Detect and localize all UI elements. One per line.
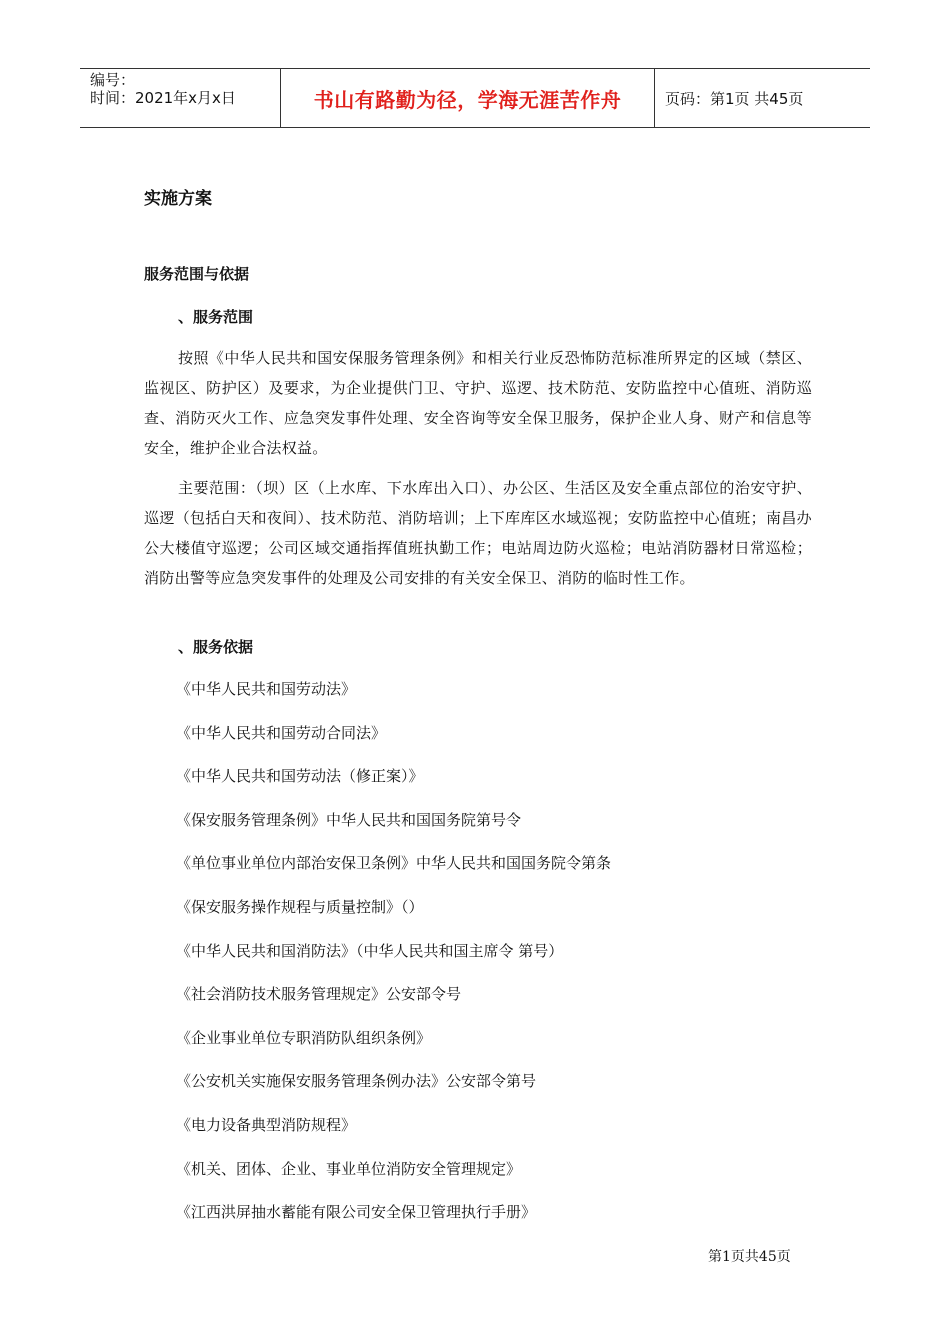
law-item: 《江西洪屏抽水蓄能有限公司安全保卫管理执行手册》	[176, 1203, 537, 1222]
law-item: 《单位事业单位内部治安保卫条例》中华人民共和国国务院令第条	[176, 854, 612, 873]
law-item: 《公安机关实施保安服务管理条例办法》公安部令第号	[176, 1072, 537, 1091]
law-list	[176, 677, 611, 1244]
basis-heading: 、服务依据	[178, 638, 254, 656]
page-header	[80, 68, 870, 128]
scope-paragraph-2: 主要范围：（坝）区（上水库、下水库出入口）、办公区、生活区及安全重点部位的治安守护、巡逻（包括白天和夜间）、技术防范、消防培训；上下库库区水域巡视；安防监控中心值班；南昌办公大楼值守巡逻；公司区域交通指挥值班执勤工作；电站周边防火巡检；电站消防器材日常巡检；消防出警等应急突发事件的处理及公司安排的有关安全保卫、消防的临时性工作。	[144, 479, 812, 587]
law-item: 《社会消防技术服务管理规定》公安部令号	[176, 985, 462, 1004]
law-item: 《保安服务管理条例》中华人民共和国国务院第号令	[176, 810, 522, 829]
time-label: 时间：2021年x月x日	[90, 89, 236, 107]
law-item: 《中华人民共和国劳动法（修正案）》	[176, 767, 424, 786]
header-page-number: 页码：第1页 共45页	[665, 90, 804, 108]
page-footer: 第1页共45页	[708, 1249, 791, 1265]
section-heading: 服务范围与依据	[144, 265, 250, 283]
law-item: 《电力设备典型消防规程》	[176, 1115, 357, 1134]
header-motto: 书山有路勤为径，学海无涯苦作舟	[281, 69, 655, 128]
number-label: 编号：	[90, 71, 136, 89]
law-item: 《中华人民共和国劳动合同法》	[176, 723, 387, 742]
law-item: 《保安服务操作规程与质量控制》（）	[176, 897, 424, 916]
law-item: 《中华人民共和国劳动法》	[176, 680, 357, 698]
scope-paragraph-1: 按照《中华人民共和国安保服务管理条例》和相关行业反恐怖防范标准所界定的区域（禁区、监视区、防护区）及要求，为企业提供门卫、守护、巡逻、技术防范、安防监控中心值班、消防巡查、消防灭火工作、应急突发事件处理、安全咨询等安全保卫服务，保护企业人身、财产和信息等安全，维护企业合法权益。	[144, 349, 812, 457]
law-item: 《企业事业单位专职消防队组织条例》	[176, 1028, 432, 1047]
header-info-cell	[80, 69, 281, 128]
law-item: 《中华人民共和国消防法》（中华人民共和国主席令 第号）	[176, 941, 564, 960]
document-title: 实施方案	[144, 189, 212, 209]
law-item: 《机关、团体、企业、事业单位消防安全管理规定》	[176, 1159, 522, 1178]
scope-heading: 、服务范围	[178, 308, 254, 326]
